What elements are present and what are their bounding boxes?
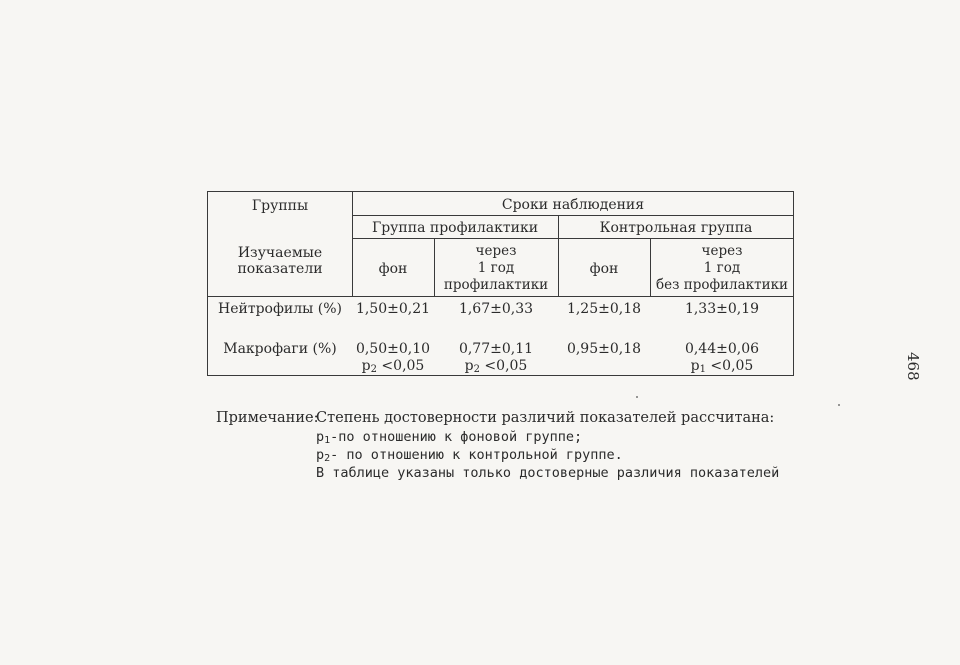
note-line3: $p_2-$ по отношению к контрольной группе. [316,447,623,464]
prev-baseline-header: фон [378,261,408,277]
groups-header: Группы [251,198,309,214]
scan-speck [838,404,840,406]
row-neutrophils-prev-baseline: 1,50±0,21 [355,301,431,317]
row-macrophages-ctrl-baseline: 0,95±0,18 [566,341,642,357]
ctrl-baseline-header: фон [589,261,619,277]
observation-terms-header: Сроки наблюдения [501,197,645,213]
row-macrophages-ctrl-after: 0,44±0,06 [684,341,760,357]
row-macrophages-prev-baseline: 0,50±0,10 [355,341,431,357]
row-neutrophils-prev-after: 1,67±0,33 [458,301,534,317]
results-table [207,191,794,376]
prev-after-header-line2: 1 год [477,260,515,276]
row-macrophages-ctrl-after-p: $p_1 <0,05$ [690,358,754,375]
note-line2: $p_1-по$ отношению к фоновой группе; [316,429,583,446]
row-macrophages-prev-baseline-p: $p_2 <0,05$ [361,358,425,375]
indicators-header-line1: Изучаемые [237,245,323,261]
prev-after-header-line1: через [475,243,517,259]
row-macrophages-label: Макрофаги (%) [223,341,337,357]
ctrl-after-header-line1: через [701,243,743,259]
page-number: 468 [904,352,922,381]
ctrl-after-header-line2: 1 год [703,260,741,276]
ctrl-after-header-line3: без профилактики [655,277,789,293]
prevention-group-header: Группа профилактики [371,220,539,236]
control-group-header: Контрольная группа [599,220,753,236]
row-neutrophils-ctrl-baseline: 1,25±0,18 [566,301,642,317]
scan-speck [636,396,638,398]
indicators-header-line2: показатели [237,261,323,277]
row-neutrophils-ctrl-after: 1,33±0,19 [684,301,760,317]
prev-after-header-line3: профилактики [443,277,549,293]
row-macrophages-prev-after-p: $p_2 <0,05$ [464,358,528,375]
row-macrophages-prev-after: 0,77±0,11 [458,341,534,357]
note-label: Примечание: [216,410,319,426]
note-line4: В таблице указаны только достоверные различия показателей [316,465,780,481]
note-line1: Степень достоверности различий показателей рассчитана: [316,410,775,426]
row-neutrophils-label: Нейтрофилы (%) [218,301,342,317]
